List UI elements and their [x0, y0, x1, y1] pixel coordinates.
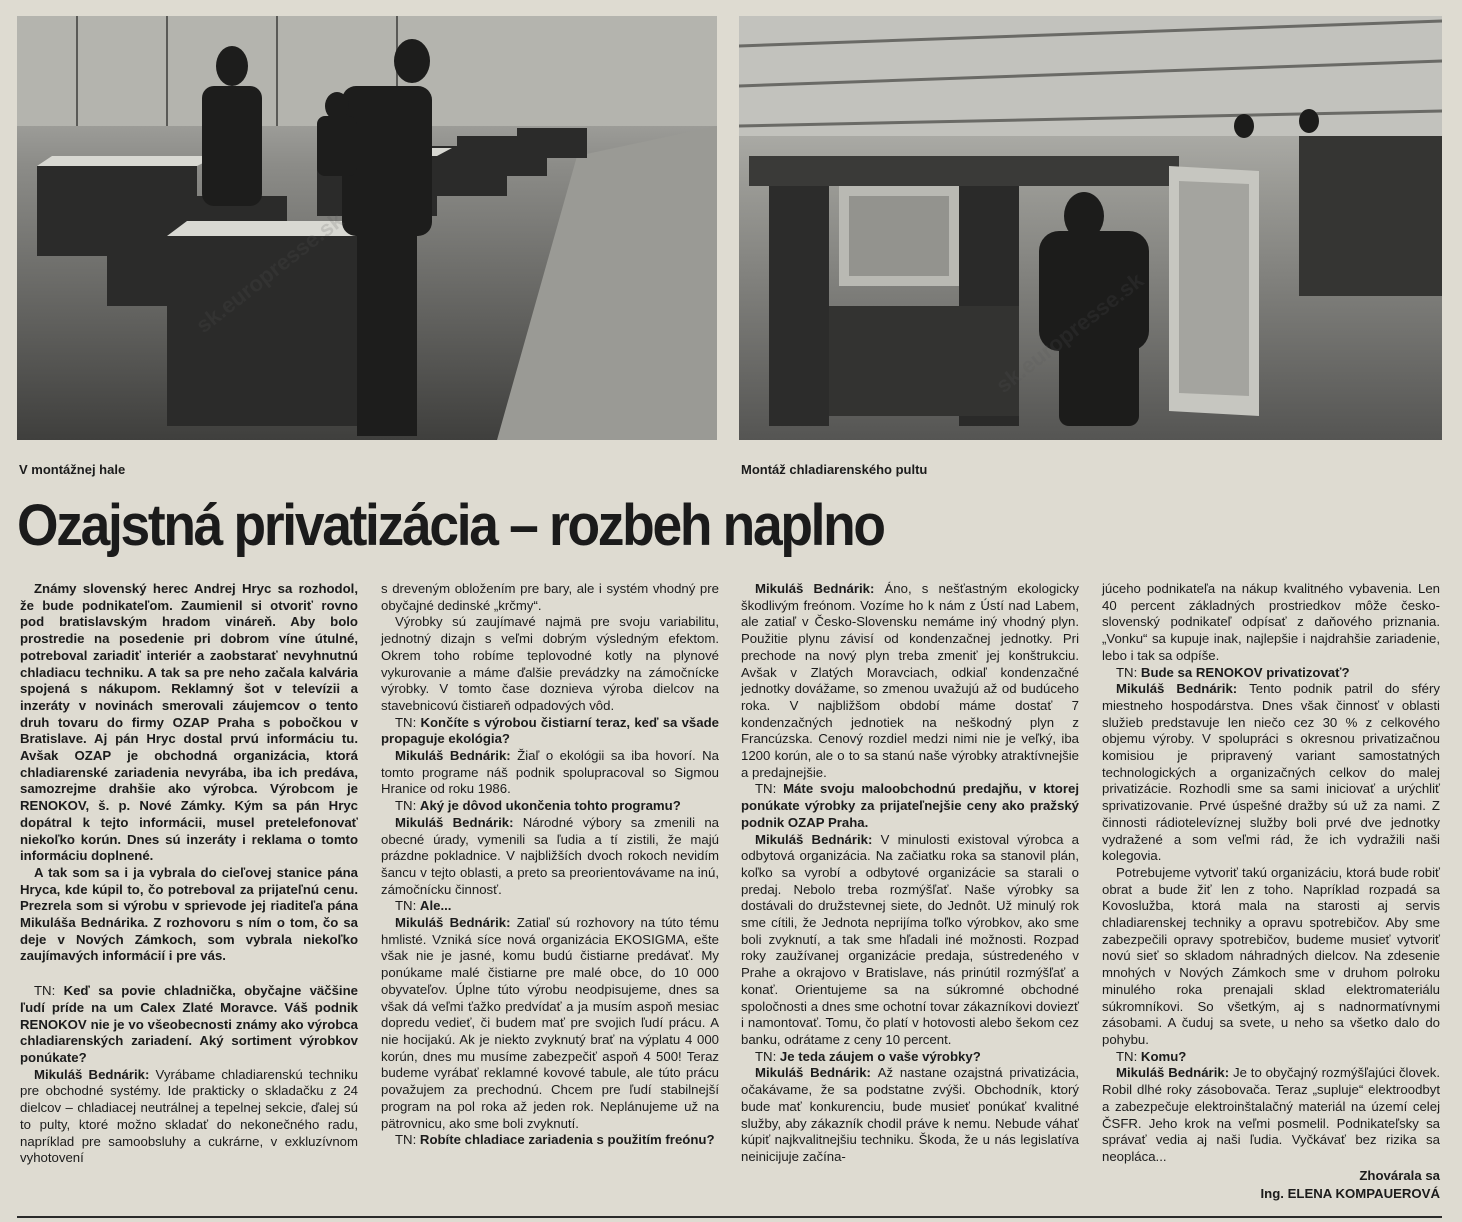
- author-name: Ing. ELENA KOMPAUEROVÁ: [1260, 1186, 1440, 1202]
- question: TN: Ale...: [395, 898, 452, 914]
- refrigeration-counter-assembly-photo: [739, 16, 1442, 440]
- byline-label: Zhovárala sa: [1359, 1167, 1440, 1183]
- intro-paragraph: A tak som sa i ja vybrala do cieľovej stanice pána Hryca, kde kúpil to, čo potreboval za prijateľnú cenu. Prezrela som si výrobu v sprievode jej riaditeľa pána Mikuláša Bednárika. Z rozhovoru s ním o tom, čo sa deje v Nových Zámkoch, som vybrala niekoľko zaujímavých informácií i pre vás.: [20, 864, 358, 964]
- photo-caption-right: Montáž chladiarenského pultu: [741, 462, 928, 477]
- article-column-3: [741, 581, 1079, 1166]
- answer: Mikuláš Bednárik: Je to obyčajný rozmýšľajúci človek. Robil dlhé roky zásobovača. Teraz „supluje“ elektroodbyt a zabezpečuje elektroinštalačný materiál na území celej ČSFR. Jeho krok na veľmi posmelil. Podnikateľsky sa správať vedia aj naši ľudia. Vyčkávať bez rizika sa neopláca...: [1102, 1065, 1440, 1164]
- answer: Mikuláš Bednárik: Národné výbory sa zmenili na obecné úrady, vymenili sa ľudia a tí zistili, že majú prázdne pokladnice. V najbližších dvoch rokoch nevidím šancu v tejto oblasti, a preto sa preorientovávame na inú, zámočnícku činnosť.: [381, 814, 719, 897]
- paragraph: s dreveným obložením pre bary, ale i systém vhodný pre obyčajné dedinské „krčmy“.: [381, 581, 719, 613]
- question: TN: Máte svoju maloobchodnú predajňu, v ktorej ponúkate výrobky za prijateľnejšie ceny ako pražský podnik OZAP Praha.: [741, 781, 1079, 830]
- answer: Mikuláš Bednárik: Áno, s nešťastným ekologicky škodlivým freónom. Vozíme ho k nám z Ústí nad Labem, ale zatiaľ v Česko-Slovensku nemáme iný vhodný plyn. Použitie plynu závisí od kondenzačnej jednotky. Pri prechode na nový plyn treba zmeniť jej konštrukciu. Avšak v Zlatých Moravciach, odkiaľ kondenzačné jednotky dovážame, so zmenou uvažujú až od budúceho roka. V najbližšom období máme dostať 7 kondenzačných jednotiek na neškodný plyn z Francúzska. Cenový rozdiel medzi nimi nie je veľký, iba 1200 korún, ale o to sa stanú naše výrobky atraktívnejšie a predajnejšie.: [741, 581, 1079, 780]
- answer: Mikuláš Bednárik: Tento podnik patril do sféry miestneho hospodárstva. Dnes však činnosť v oblasti služieb predstavuje len niečo cez 30 % z celkového objemu výroby. V spolupráci s okresnou privatizačnou komisiou je pripravený variant samostatných technologických a organizačných celkov do malej privatizácie. Rozhodli sme sa sami iniciovať a urýchliť sprivatizovanie. Prvé úspešné dražby sú už za nami. Z činnosti rádiotelevíznej služby boli prvé dve jednotky vydražené a som veľmi rád, že ich vydražili naši kolegovia.: [1102, 681, 1441, 864]
- paragraph: Výrobky sú zaujímavé najmä pre svoju variabilitu, jednotný dizajn s veľmi dobrým výsledným efektom. Okrem toho robíme teplovodné kotly na plynové vykurovanie a máme ďalšie prevádzky na zámočnícke výrobky. V tomto čase doznieva výroba dielcov na stavebnicovú čistiareň odpadových vôd.: [381, 614, 719, 713]
- paragraph: Potrebujeme vytvoriť takú organizáciu, ktorá bude robiť obrat a bude žiť len z toho. Napríklad rozpadá sa Kovoslužba, ktorá mala na starosti aj servis chladiarenskej techniky a opravu spotrebičov. Aby sme zabezpečili opravy spotrebičov, budeme musieť vytvoriť novú sieť so skladom náhradných dielcov. Na zdesenie mnohých v Nových Zámkoch sme v druhom polroku minulého roka prenajali sklad elektromateriálu súkromníkovi. So všetkým, aj s nadnormatívnymi zásobami. A čuduj sa svete, u neho sa všetko dalo do pohybu.: [1102, 864, 1440, 1047]
- question: TN: Komu?: [1116, 1048, 1187, 1064]
- bottom-rule: [17, 1216, 1442, 1218]
- paragraph: júceho podnikateľa na nákup kvalitného vybavenia. Len 40 percent základných prostriedkov môže česko-slovenský podnikateľ odpísať z daňového priznania. „Vonku“ sa kupuje inak, najlepšie i najdrahšie zariadenie, lebo i tak sa odpíše.: [1102, 581, 1440, 663]
- photo-caption-left: V montážnej hale: [19, 462, 126, 477]
- article-column-2: [381, 581, 719, 1149]
- article-headline: Ozajstná privatizácia – rozbeh naplno: [17, 493, 884, 558]
- answer: Mikuláš Bednárik: Vyrábame chladiarenskú techniku pre obchodné systémy. Ide prakticky o skladačku z 24 dielcov – chladiacej neutrálnej a tepelnej sekcie, ďalej sú to pulty, ktoré možno skladať do nekonečného radu, napríklad pre samoobsluhy a cukrárne, v exkluzívnom vyhotovení: [20, 1066, 358, 1166]
- intro-paragraph: Známy slovenský herec Andrej Hryc sa rozhodol, že bude podnikateľom. Zaumienil si otvoriť rovno pod bratislavským hradom vináreň. Aby bolo prostredie na posedenie pri dobrom víne útulné, potreboval zariadiť interiér a zaobstarať nevyhnutnú chladiacu techniku. A tak sa pre neho začala kalvária spojená s nákupom. Reklamný šot v televízii a inzeráty v novinách smerovali záujemcov o tento druh tovaru do firmy OZAP Praha s pobočkou v Bratislave. Aj pán Hryc dostal prvú informáciu tu. Avšak OZAP je obchodná organizácia, ktorá chladiarenské zariadenia nevyrába, iba ich predáva, samozrejme drahšie ako výrobca. Výrobcom je RENOKOV, š. p. Nové Zámky. Kým sa pán Hryc dopátral k tejto informácii, musel pretelefonovať niekoľko korún. Dnes sú inzeráty i reklama o tomto informáciu doplnené.: [20, 581, 358, 864]
- question: TN: Keď sa povie chladnička, obyčajne väčšine ľudí príde na um Calex Zlaté Moravce. Váš podnik RENOKOV nie je vo všeobecnosti známy ako výrobca chladiarenských zariadení. Aký sortiment výrobkov ponúkate?: [20, 983, 358, 1065]
- answer: Mikuláš Bednárik: Až nastane ozajstná privatizácia, očakávame, že sa podstatne zvýši. Obchodník, ktorý bude mať konkurenciu, bude musieť ponúkať kvalitné služby, aby zákazník chodil práve k nemu. Nebude váhať kúpiť najkvalitnejšiu techniku. Škoda, že u nás legislatíva neinicijuje začína-: [741, 1065, 1079, 1164]
- question: TN: Končíte s výrobou čistiarní teraz, keď sa všade propaguje ekológia?: [381, 714, 719, 747]
- question: TN: Aký je dôvod ukončenia tohto programu?: [395, 798, 681, 814]
- answer: Mikuláš Bednárik: Žiaľ o ekológii sa iba hovorí. Na tomto programe náš podnik spolupracoval so Sigmou Hranice od roku 1986.: [381, 748, 719, 797]
- question: TN: Robíte chladiace zariadenia s použitím freónu?: [395, 1132, 715, 1148]
- assembly-hall-photo: [17, 16, 717, 440]
- article-column-1: [20, 581, 358, 1167]
- answer: Mikuláš Bednárik: Zatiaľ sú rozhovory na túto tému hmlisté. Vzniká síce nová organizácia EKOSIGMA, ešte však nie je jasné, komu budú čistiarne predávať. My ponúkame malé čistiarne pre malé obce, do 10 000 obyvateľov. Úplne túto výrobu neodpisujeme, dnes sa však dá veľmi ťažko predvídať a ja musím aspoň mesiac dopredu vedieť, či budem mať pre svojich ľudí prácu. A nie hocijakú. Ak je niekto zvyknutý brať na výplatu 4 000 korún, dnes mu musíme zabezpečiť aspoň 4 500! Teraz budeme vyrábať reklamné kovové tabule, ale túto prácu považujem za prechodnú. Chcem pre ľudí stabilnejší program na pol roka až jeden rok. Neplánujeme už na pätrovnicu, ako sme boli zvyknutí.: [381, 915, 719, 1131]
- article-column-4: [1102, 581, 1440, 1203]
- question: TN: Bude sa RENOKOV privatizovať?: [1116, 664, 1350, 680]
- answer: Mikuláš Bednárik: V minulosti existoval výrobca a odbytová organizácia. Na začiatku roka sa stanovil plán, koľko sa vyrobí a odbytové organizácie sa starali o predaj. Nebolo treba rozmýšľať. Naše výrobky sa dostávali do družstevnej siete, do Jednôt. Už minulý rok sme cítili, že Jednota neprijíma toľko výrobkov, ako sme boli zvyknutí, a tak sme hľadali iné možnosti. Rozpad roky zaužívanej organizácie predaja, sústredeného v Prahe a okrajovo v Bratislave, nás prinútil rozmýšľať a konať. Orientujeme sa na súkromné obchodné spoločnosti a dnes sme ochotní tovar zákazníkovi doviezť i namontovať. Tomu, čo platí v hotovosti alebo šekom cez banku, odrátame z ceny 10 percent.: [741, 831, 1079, 1047]
- question: TN: Je teda záujem o vaše výrobky?: [755, 1048, 981, 1064]
